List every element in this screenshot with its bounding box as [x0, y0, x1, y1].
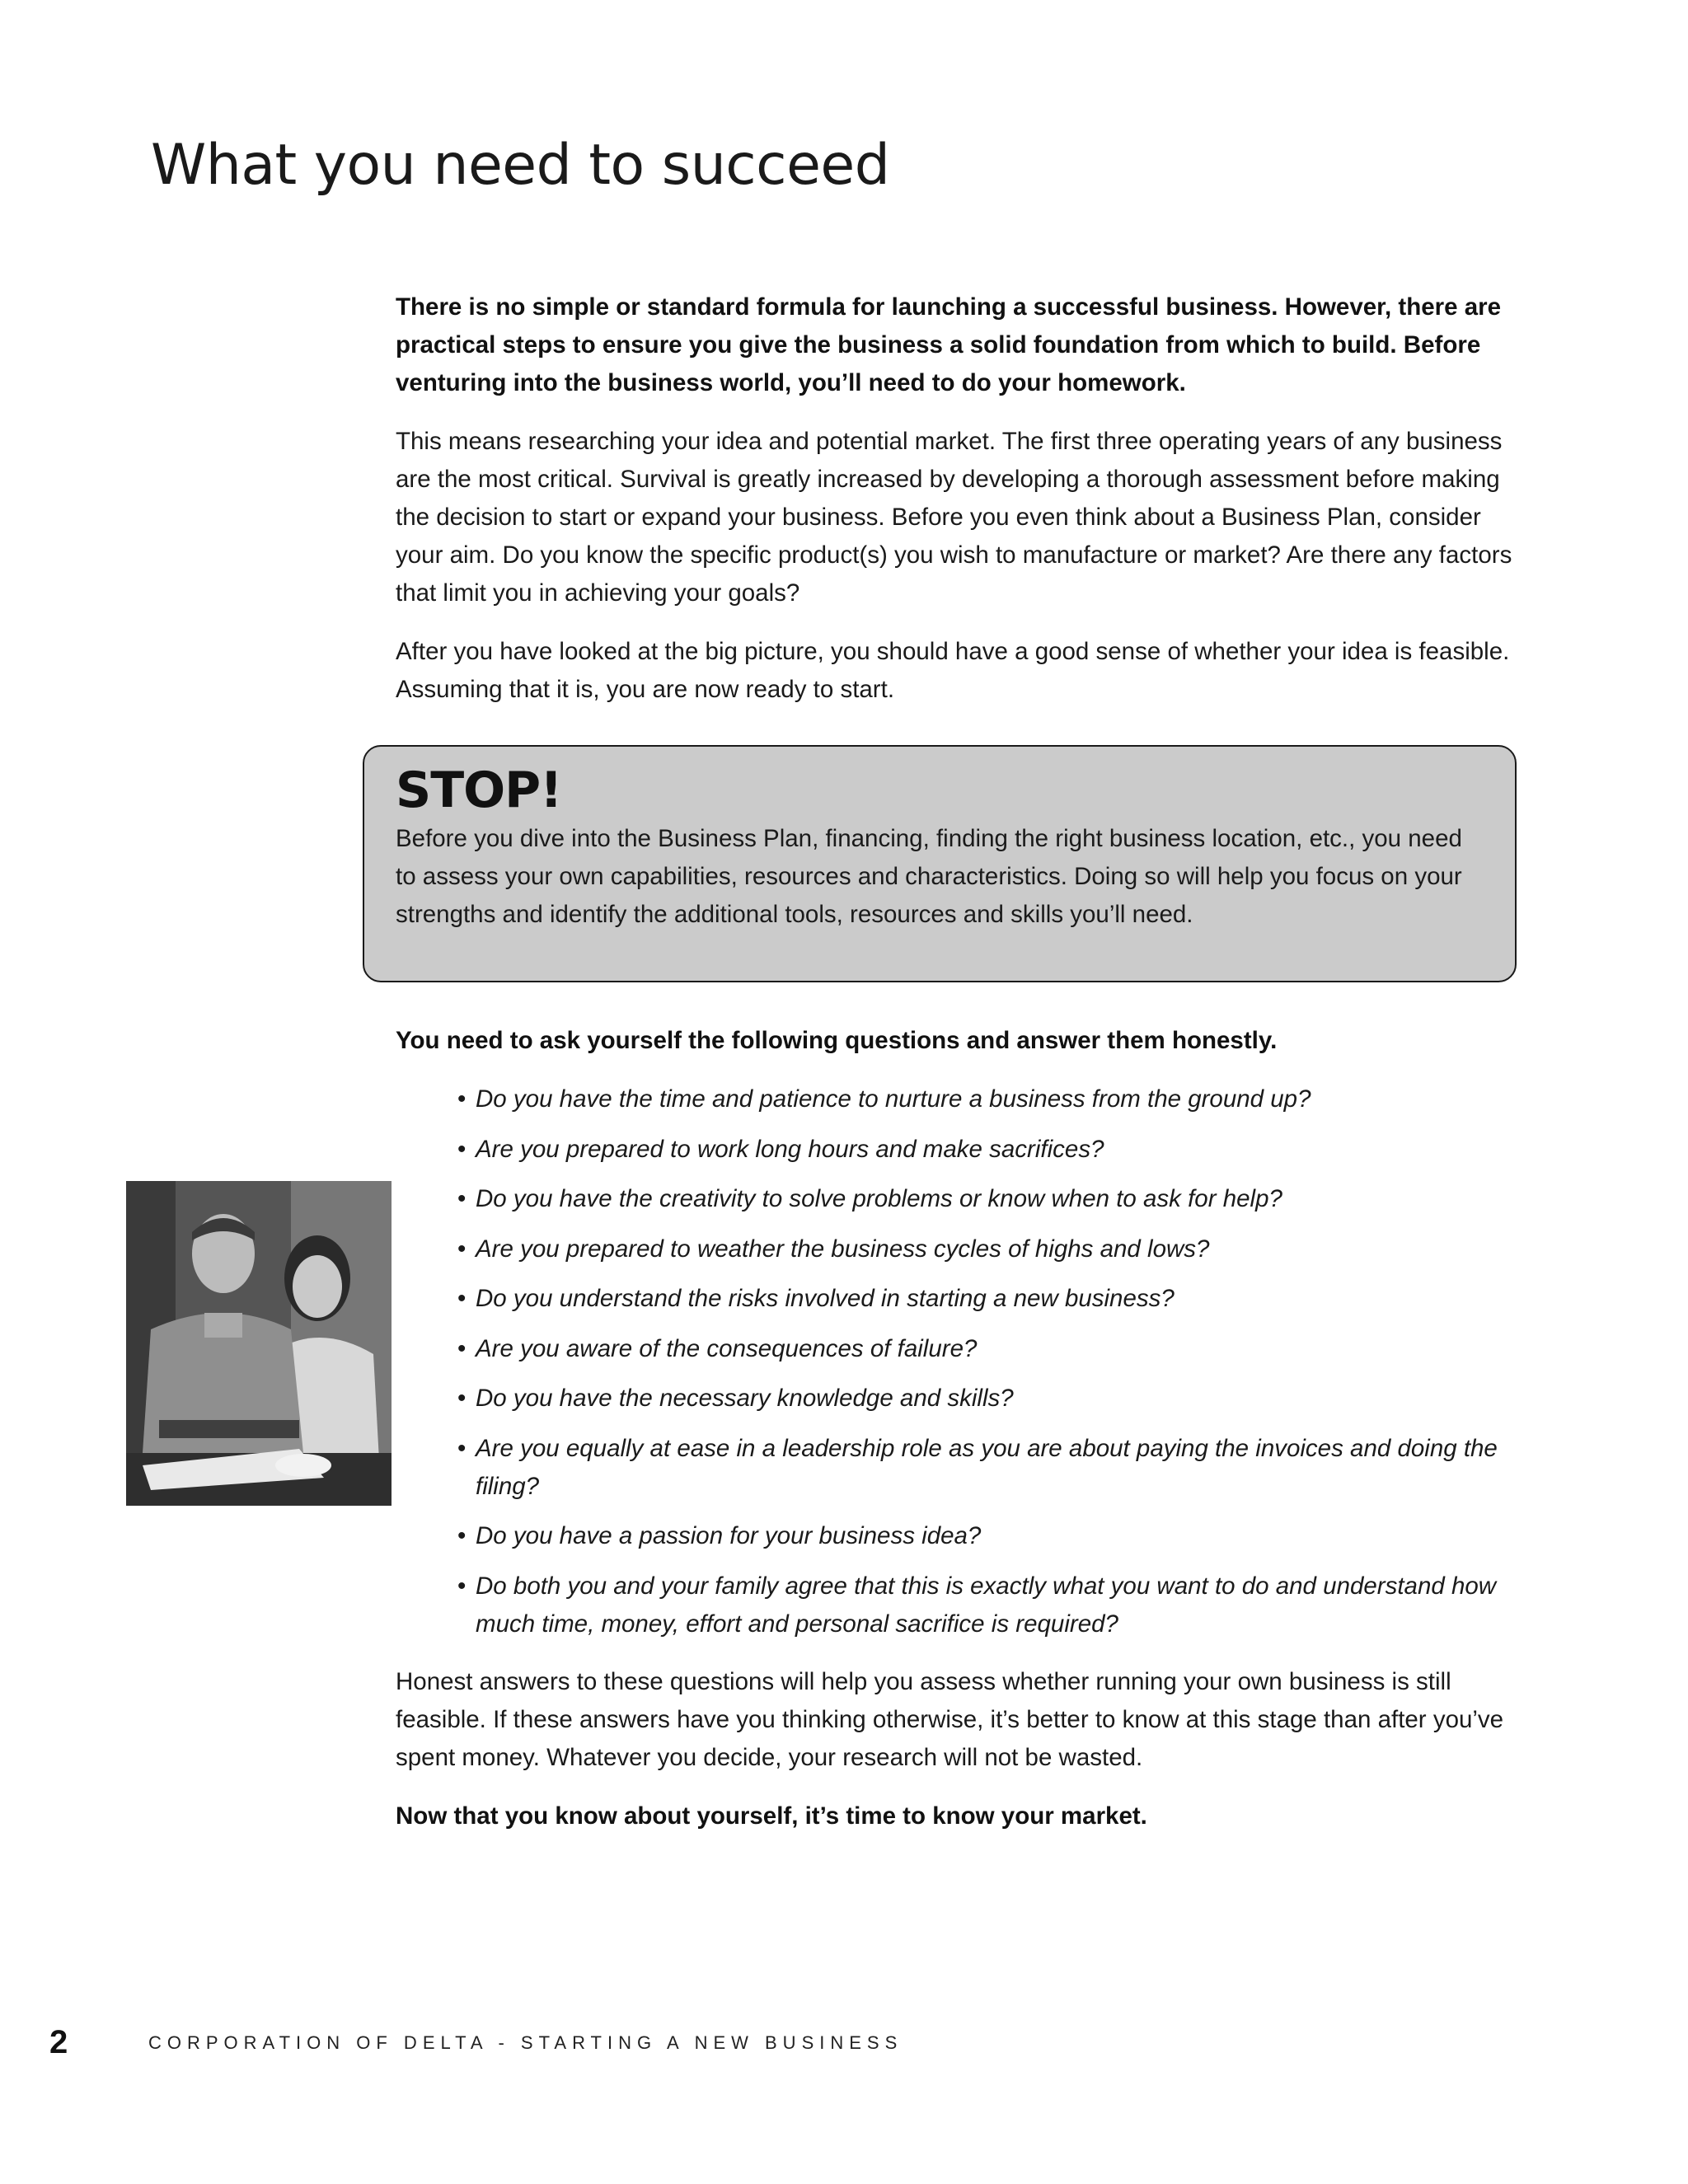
question-item: • Are you aware of the consequences of failure? [457, 1330, 1517, 1368]
page-number: 2 [49, 2024, 68, 2060]
final-statement: Now that you know about yourself, it’s time to know your market. [396, 1802, 1147, 1830]
question-item: • Do you have a passion for your business idea? [457, 1517, 1517, 1555]
question-item: • Are you equally at ease in a leadership role as you are about paying the invoices and doing the filing? [457, 1430, 1517, 1506]
stop-title: STOP! [396, 762, 562, 819]
question-item: • Do you have the creativity to solve problems or know when to ask for help? [457, 1180, 1517, 1218]
question-item: • Are you prepared to weather the business cycles of highs and lows? [457, 1230, 1517, 1268]
stop-text: Before you dive into the Business Plan, financing, finding the right business location, etc., you need to assess your own capabilities, resources and characteristics. Doing so will help you focus on your strengths and identify the additional tools, resources and skills you’ll need. [396, 825, 1462, 928]
question-item: • Do you have the time and patience to nurture a business from the ground up? [457, 1080, 1517, 1118]
questions-section [396, 1022, 1517, 1856]
page-footer [49, 2026, 1533, 2075]
stop-callout-box [363, 745, 1517, 982]
closing-paragraph: Honest answers to these questions will help you assess whether running your own business is still feasible. If these answers have you thinking otherwise, it’s better to know at this stage than after you’ve spent money. Whatever you decide, your research will not be wasted. [396, 1667, 1504, 1771]
questions-list [396, 1080, 1517, 1643]
intro-lead: There is no simple or standard formula for launching a successful business. However, there are practical steps to ensure you give the business a solid foundation from which to build. Before venturing into the business world, you’ll need to do your homework. [396, 293, 1502, 396]
footer-title: CORPORATION OF DELTA - STARTING A NEW BUSINESS [148, 2032, 903, 2053]
question-item: • Do you understand the risks involved in starting a new business? [457, 1280, 1517, 1318]
intro-paragraph-1: This means researching your idea and potential market. The first three operating years of any business are the most critical. Survival is greatly increased by developing a thorough assessment before making the decision to start or expand your business. Before you even think about a Business Plan, consider your aim. Do you know the specific product(s) you wish to manufacture or market? Are there any factors that limit you in achieving your goals? [396, 428, 1512, 607]
intro-paragraph-2: After you have looked at the big picture, you should have a good sense of whether your idea is feasible. Assuming that it is, you are now ready to start. [396, 638, 1510, 703]
intro-section [396, 288, 1517, 729]
question-item: • Are you prepared to work long hours and make sacrifices? [457, 1131, 1517, 1169]
business-owners-photo [126, 1181, 392, 1506]
page-title: What you need to succeed [151, 133, 890, 198]
question-item: • Do both you and your family agree that this is exactly what you want to do and understand how much time, money, effort and personal sacrifice is required? [457, 1568, 1517, 1643]
questions-intro: You need to ask yourself the following questions and answer them honestly. [396, 1027, 1278, 1054]
question-item: • Do you have the necessary knowledge and skills? [457, 1380, 1517, 1418]
